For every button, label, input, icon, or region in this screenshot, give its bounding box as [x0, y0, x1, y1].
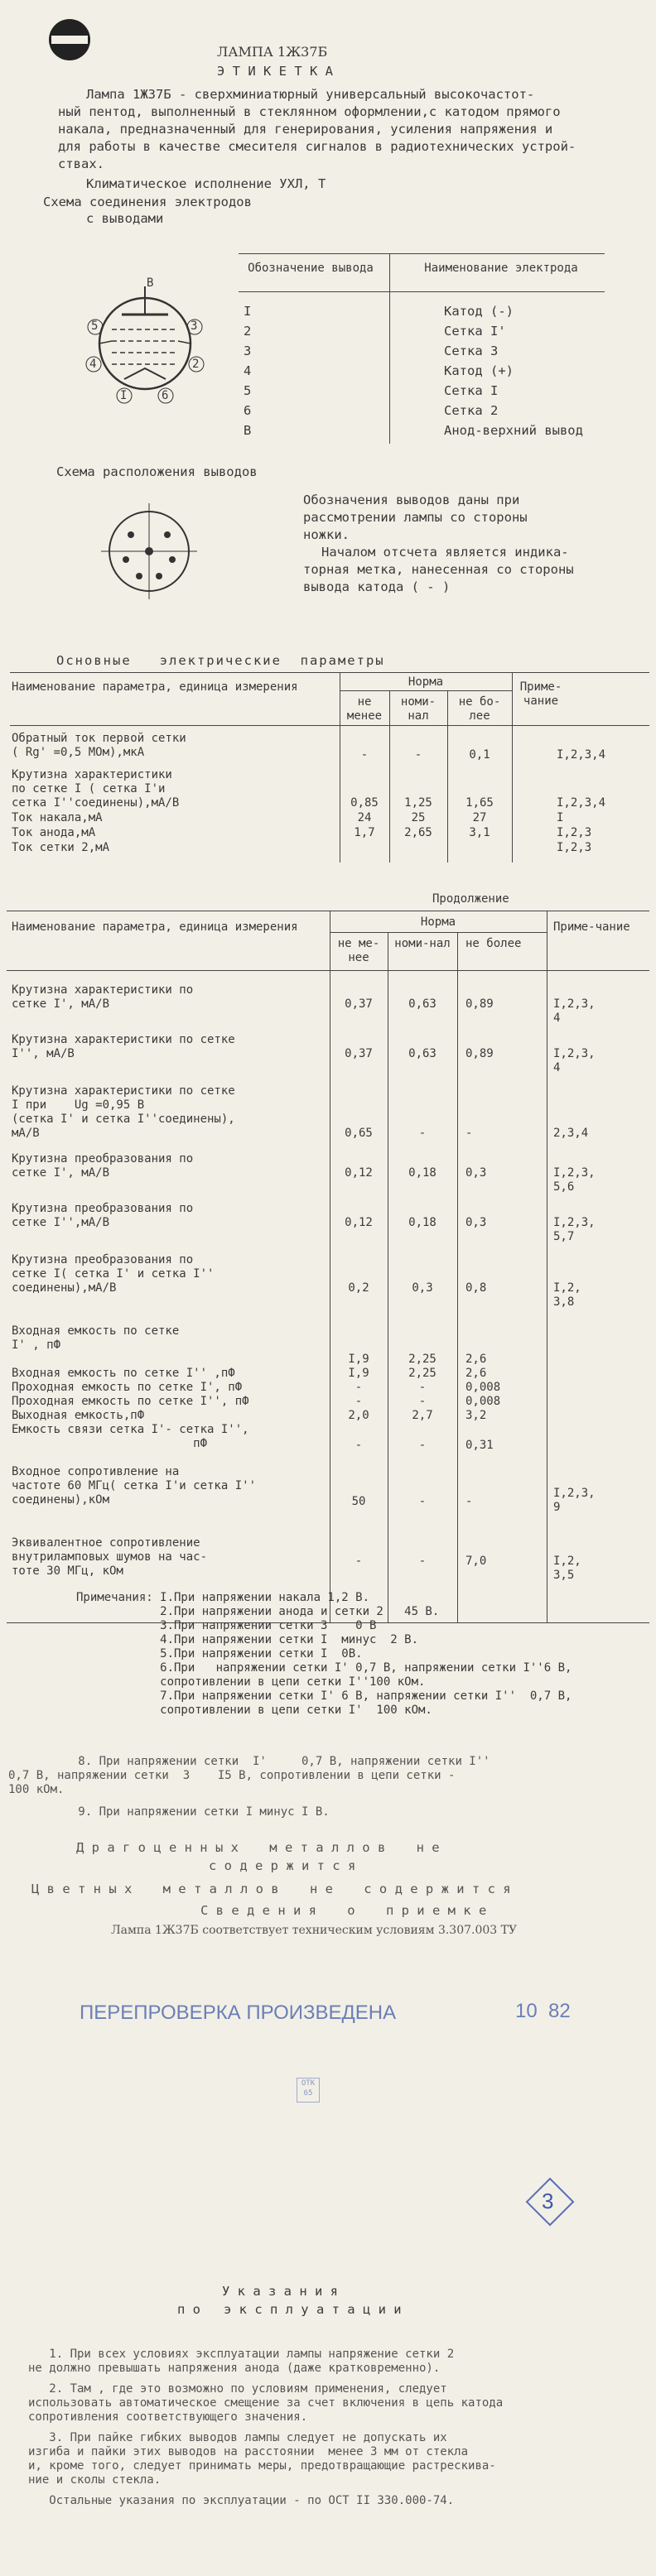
table1-col-nom: номи-нал: [400, 695, 437, 723]
layout-title: Схема расположения выводов: [56, 464, 258, 479]
table1-col-max: не бо-лее: [458, 695, 501, 723]
table1-col-param: Наименование параметра, единица измерения: [12, 680, 298, 694]
acceptance-title: С в е д е н и я о п р и е м к е: [200, 1903, 487, 1918]
climate-line: Климатическое исполнение УХЛ, Т: [86, 176, 326, 191]
scheme-title-2: с выводами: [86, 211, 164, 226]
diagram-label: 6: [162, 389, 169, 402]
precious-metals: Д р а г о ц е н н ы х м е т а л л о в н е: [76, 1840, 440, 1855]
page-subtitle: Э Т И К Е Т К А: [217, 64, 333, 79]
otk-stamp: ОТК 65: [297, 2078, 320, 2103]
table2-col-norm: Норма: [420, 916, 456, 929]
notes-extra: 8. При напряжении сетки I' 0,7 В, напряжении сетки I'' 0,7 В, напряжении сетки 3 I5 В, сопротивлении в цепи сетки - 100 кОм. 9. При напряжении сетки I минус I В.: [8, 1755, 490, 1819]
continuation-label: Продолжение: [432, 892, 509, 906]
notes: Примечания: I.При напряжении накала 1,2 В. 2.При напряжении анода и сетки 2 45 В. 3.При напряжении сетки 3 0 В 4.При напряжении сетки I минус 2 В. 5.При напряжении сетки I 0В. 6.При напряжении сетки I' 0,7 В, напряжении сетки I''6 В, сопротивлении в цепи сетки I''100 кОм. 7.При напряжении сетки I' 6 В, напряжении сетки I'' 0,7 В, сопротивлении в цепи сетки I' 100 кОм.: [76, 1591, 572, 1717]
pin-table-header: Обозначение вывода: [248, 262, 374, 275]
colored-metals: Ц в е т н ы х м е т а л л о в н е с о д е р ж и т с я: [31, 1882, 511, 1896]
scheme-title: Схема соединения электродов: [43, 195, 252, 209]
pin-table-header: Наименование электрода: [424, 262, 578, 275]
recheck-stamp: ПЕРЕПРОВЕРКА ПРОИЗВЕДЕНА: [80, 2002, 397, 2024]
electrode-schematic: [79, 276, 211, 406]
intro-text: Лампа 1Ж37Б - сверхминиатюрный универсальный высокочастот- ный пентод, выполненный в стеклянном оформлении,с катодом прямого накала, предназначенный для генерирования, усиления напряжения и для работы в качестве смесителя сигналов в радиотехнических устрой- ствах.: [58, 87, 576, 171]
table2-col-param: Наименование параметра, единица измерения: [12, 920, 298, 934]
diagram-label: 3: [191, 320, 198, 333]
precious-metals-2: с о д е р ж и т с я: [209, 1858, 356, 1873]
page-title: ЛАМПА 1Ж37Б: [217, 44, 328, 60]
instructions-title: У к а з а н и я: [222, 2284, 338, 2299]
instructions-subtitle: п о э к с п л у а т а ц и и: [177, 2302, 402, 2317]
instructions-body: 1. При всех условиях эксплуатации лампы напряжение сетки 2 не должно превышать напряжения анода (даже кратковременно). 2. Там , где это возможно по условиям применения, следует использовать автоматическое смещение за счет включения в цепь катода сопротивления соответствующего значения. 3. При пайке гибких выводов лампы следует не допускать их изгиба и пайки этих выводов на расстоянии менее 3 мм от стекла и, кроме того, следует принимать меры, предотвращающие растрескива- ние и сколы стекла. Остальные указания по эксплуатации - по ОСТ II 330.000-74.: [28, 2348, 504, 2507]
conformity: Лампа 1Ж37Б соответствует техническим условиям 3.307.003 ТУ: [111, 1924, 518, 1937]
table2-col-note: Приме-чание: [553, 920, 630, 934]
table1-col-min: не менее: [346, 695, 383, 723]
logo: [48, 18, 91, 61]
table2-col-max: не более: [465, 937, 522, 950]
layout-note: Обозначения выводов даны при рассмотрении лампы со стороны ножки. Началом отсчета является индика- торная метка, нанесенная со стороны вывода катода ( - ): [303, 493, 574, 594]
pin-table: I Катод (-) 2 Сетка I' 3 Сетка 3 4 Катод (+) 5 Сетка I 6 Сетка 2 В Анод-верхний вывод: [244, 304, 583, 438]
table1-col-note: Приме-чание: [519, 680, 562, 708]
pin-layout-diagram: [91, 493, 207, 609]
diagram-label: I: [120, 389, 128, 402]
diagram-label: В: [147, 276, 154, 290]
stamp-three-diamond: [523, 2175, 576, 2228]
stamp-three: 3: [542, 2189, 554, 2213]
diagram-label: 4: [89, 358, 97, 371]
diagram-label: 5: [91, 320, 99, 333]
stamp-date: 10 82: [515, 2000, 571, 2022]
diagram-label: 2: [192, 358, 200, 371]
params-title: Основные электрические параметры: [56, 653, 385, 668]
table2-col-min: не ме-нее: [337, 937, 380, 964]
table2-col-nom: номи-нал: [394, 937, 451, 950]
table1-col-norm: Норма: [408, 675, 444, 689]
